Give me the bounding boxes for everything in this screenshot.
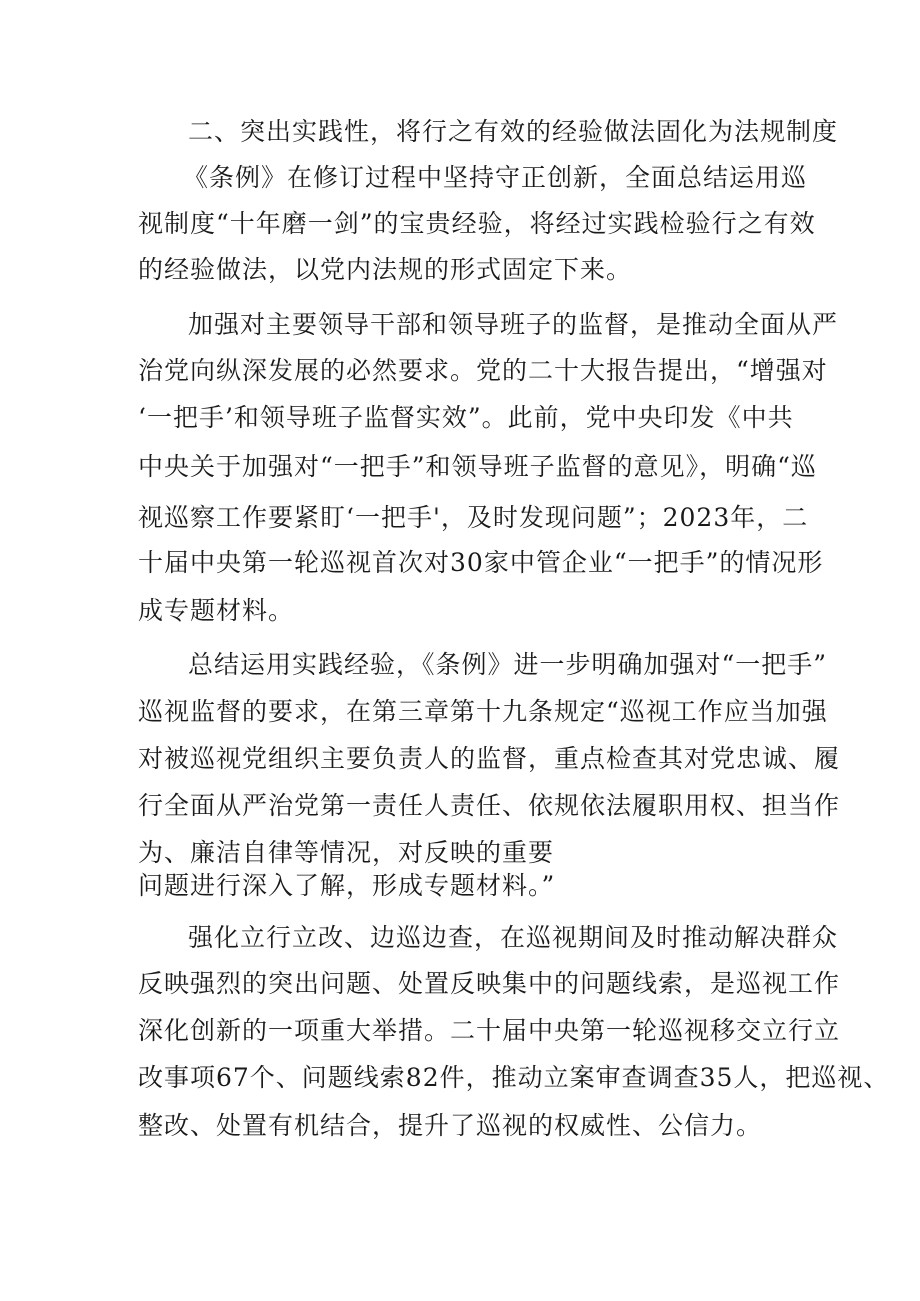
paragraph-line: 反映强烈的突出问题、处置反映集中的问题线索，是巡视工作 [138, 969, 841, 998]
paragraph-line: 总结运用实践经验，《条例》进一步明确加强对“一把手” [188, 650, 828, 679]
paragraph-line: 加强对主要领导干部和领导班子的监督，是推动全面从严 [188, 310, 839, 339]
paragraph-line: 强化立行立改、边巡边查，在巡视期间及时推动解决群众 [188, 923, 839, 952]
paragraph-line: 成专题材料。 [138, 596, 295, 625]
paragraph-line: 中央关于加强对“一把手”和领导班子监督的意见》，明确“巡 [138, 452, 817, 481]
paragraph-line: 治党向纵深发展的必然要求。党的二十大报告提出，“增强对 [138, 356, 828, 385]
paragraph-line: 问题进行深入了解，形成专题材料。” [138, 871, 556, 900]
paragraph-line: 视制度“十年磨一剑”的宝贵经验，将经过实践检验行之有效 [138, 209, 816, 238]
paragraph-line: 巡视监督的要求，在第三章第十九条规定“巡视工作应当加强 [138, 697, 828, 726]
paragraph-line: ‘一把手’和领导班子监督实效”。此前，党中央印发《中共 [138, 403, 794, 432]
paragraph-line: 为、廉洁自律等情况，对反映的重要 [138, 838, 555, 867]
paragraph-line: 改事项67个、问题线索82件，推动立案审查调查35人，把巡视、 [138, 1063, 890, 1092]
paragraph-line: 的经验做法，以党内法规的形式固定下来。 [138, 255, 633, 284]
section-heading: 二、突出实践性，将行之有效的经验做法固化为法规制度 [188, 117, 839, 146]
paragraph-line: 深化创新的一项重大举措。二十届中央第一轮巡视移交立行立 [138, 1016, 841, 1045]
paragraph-line: 对被巡视党组织主要负责人的监督，重点检查其对党忠诚、履 [138, 744, 841, 773]
paragraph-line: 十届中央第一轮巡视首次对30家中管企业“一把手”的情况形 [138, 548, 824, 577]
paragraph-line: 行全面从严治党第一责任人责任、依规依法履职用权、担当作 [138, 791, 841, 820]
paragraph-line: 视巡察工作要紧盯‘一把手'，及时发现问题”；2023年，二 [138, 503, 809, 532]
paragraph-line: 整改、处置有机结合，提升了巡视的权威性、公信力。 [138, 1111, 763, 1140]
paragraph-line: 《条例》在修订过程中坚持守正创新，全面总结运用巡 [183, 163, 808, 192]
